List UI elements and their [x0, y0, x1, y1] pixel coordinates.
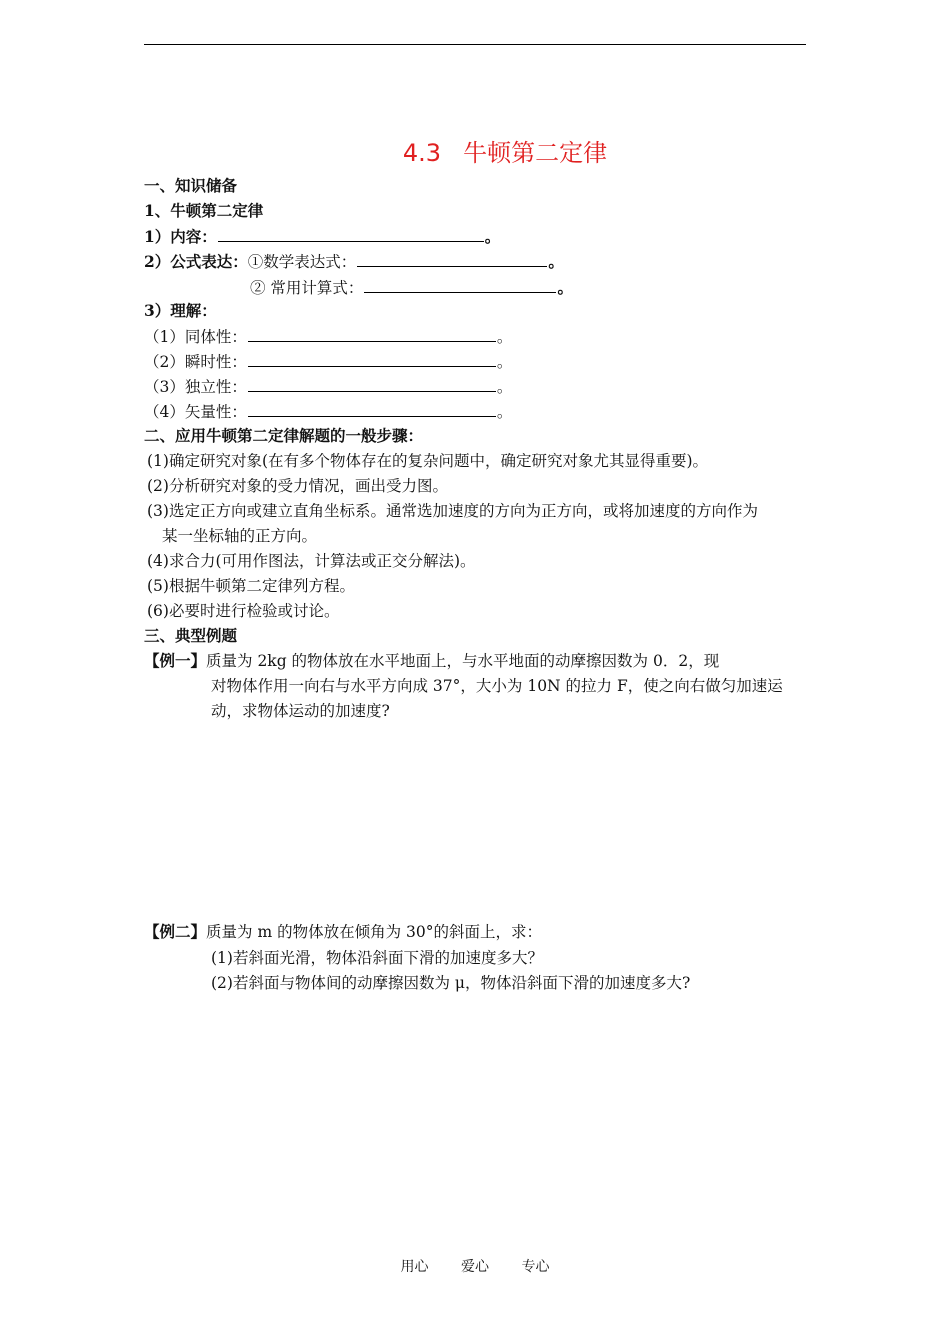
understand-item-end: 。 [496, 403, 513, 421]
understand-item-label: （4）矢量性： [144, 403, 247, 421]
formula-math-blank[interactable] [357, 251, 547, 267]
section2-heading: 二、应用牛顿第二定律解题的一般步骤： [144, 426, 424, 445]
understand-item [144, 401, 512, 422]
footer-item: 用心 [400, 1259, 429, 1275]
title-text: 牛顿第二定律 [463, 139, 608, 167]
example1-text: 质量为 2kg 的物体放在水平地面上，与水平地面的动摩擦因数为 0．2，现 [206, 652, 720, 670]
understand-item [144, 376, 512, 397]
understand-item-blank[interactable] [248, 351, 496, 367]
step-item: (6)必要时进行检验或讨论。 [147, 602, 340, 620]
content-blank[interactable] [218, 226, 484, 242]
example2-line: (1)若斜面光滑，物体沿斜面下滑的加速度多大？ [211, 949, 543, 967]
step-item-continuation: 某一坐标轴的正方向。 [162, 527, 318, 545]
understand-item-blank[interactable] [248, 401, 496, 417]
page-title [0, 133, 950, 168]
example2-tag: 【例二】 [144, 922, 207, 941]
example2-text: 质量为 m 的物体放在倾角为 30°的斜面上，求： [206, 923, 542, 941]
step-item: (4)求合力(可用作图法，计算法或正交分解法)。 [147, 552, 476, 570]
step-item: (5)根据牛顿第二定律列方程。 [147, 577, 355, 595]
formula-line [144, 251, 564, 272]
section1-heading: 一、知识储备 [144, 176, 238, 195]
content-end: 。 [484, 227, 501, 246]
formula-math-label: ①数学表达式： [247, 253, 357, 271]
understand-item-end: 。 [496, 378, 513, 396]
understand-item-end: 。 [496, 353, 513, 371]
understand-item-label: （3）独立性： [144, 378, 247, 396]
example1-first-line [144, 651, 719, 671]
formula-common-blank[interactable] [364, 277, 556, 293]
understand-item-label: （1）同体性： [144, 328, 247, 346]
understand-item-blank[interactable] [248, 376, 496, 392]
section1-sub: 1、牛顿第二定律 [144, 201, 264, 220]
example1-line: 对物体作用一向右与水平方向成 37°，大小为 10N 的拉力 F，使之向右做匀加速运 [211, 677, 783, 695]
understand-label: 3）理解： [144, 301, 217, 320]
step-item: (2)分析研究对象的受力情况，画出受力图。 [147, 477, 448, 495]
header-rule [144, 44, 806, 45]
footer-item: 专心 [521, 1259, 550, 1275]
understand-item [144, 351, 512, 372]
formula-math-end: 。 [548, 252, 564, 271]
example2-line: (2)若斜面与物体间的动摩擦因数为 μ，物体沿斜面下滑的加速度多大? [211, 974, 691, 992]
content-label: 1）内容： [144, 227, 217, 246]
example1-tag: 【例一】 [144, 651, 207, 670]
formula-common-line [250, 277, 573, 298]
understand-item-end: 。 [496, 328, 513, 346]
footer-item: 爱心 [461, 1259, 489, 1275]
page-footer [0, 1256, 950, 1276]
understand-item-blank[interactable] [248, 326, 496, 342]
section3-heading: 三、典型例题 [144, 626, 238, 645]
content-line [144, 226, 500, 247]
example2-first-line [144, 922, 542, 942]
step-item: (3)选定正方向或建立直角坐标系。通常选加速度的方向为正方向，或将加速度的方向作为 [147, 502, 758, 520]
title-number: 4.3 [402, 139, 442, 167]
example1-line: 动，求物体运动的加速度? [211, 702, 390, 720]
step-item: (1)确定研究对象(在有多个物体存在的复杂问题中，确定研究对象尤其显得重要)。 [147, 452, 709, 470]
formula-common-label: ② 常用计算式： [250, 279, 364, 297]
understand-item-label: （2）瞬时性： [144, 353, 247, 371]
understand-item [144, 326, 512, 347]
formula-common-end: 。 [557, 278, 573, 297]
formula-label: 2）公式表达： [144, 252, 248, 271]
